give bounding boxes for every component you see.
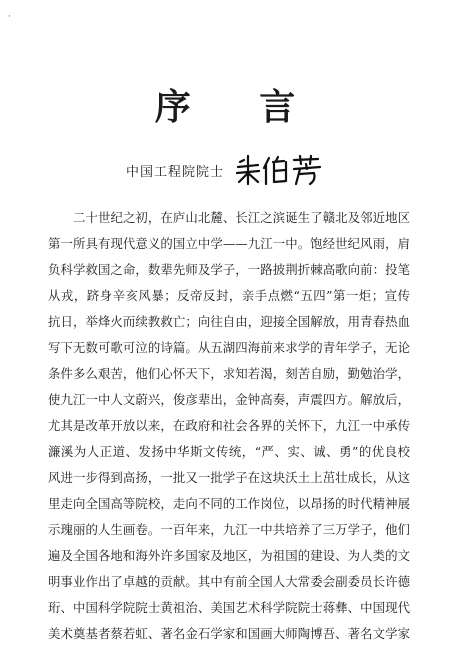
- text-line: 濂溪为人正道、发扬中华斯文传统，“严、实、诚、勇”的优良校: [48, 444, 410, 459]
- text-line: 使九江一中人文蔚兴，俊彦辈出，金钟高奏，声震四方。解放后，: [48, 392, 410, 407]
- text-line: 风进一步得到高扬，一批又一批学子在这块沃土上茁壮成长，从这: [48, 470, 410, 485]
- preface-body: [48, 205, 410, 647]
- text-line: 从戎，跻身辛亥风暴；反帝反封，亲手点燃“五四”第一炬；宣传: [48, 288, 410, 303]
- text-line: 负科学救国之命，数辈先师及学子，一路披荆折棘高歌向前：投笔: [48, 262, 410, 277]
- author-line: [0, 150, 450, 190]
- text-line: 遍及全国各地和海外许多国家及地区，为祖国的建设、为人类的文: [48, 548, 410, 563]
- scan-mark: ·: [8, 12, 11, 22]
- text-line: 里走向全国高等院校，走向不同的工作岗位，以昂扬的时代精神展: [48, 496, 410, 511]
- text-line: 珩、中国科学院院士黄祖治、美国艺术科学院院士蒋彝、中国现代: [48, 600, 410, 615]
- text-line: 第一所具有现代意义的国立中学——九江一中。饱经世纪风雨，肩: [48, 236, 410, 251]
- author-signature: [234, 152, 324, 188]
- text-line: 明事业作出了卓越的贡献。其中有前全国人大常委会副委员长许德: [48, 574, 410, 589]
- author-title: 中国工程院院士: [125, 164, 224, 180]
- text-line: 二十世纪之初，在庐山北麓、长江之滨诞生了赣北及邻近地区: [73, 210, 410, 225]
- text-line: 抗日，举烽火而续教救亡；向往自由，迎接全国解放，用青春热血: [48, 314, 410, 329]
- page-title: 序 言: [154, 86, 324, 128]
- text-line: 美术奠基者蔡若虹、著名金石学家和国画大师陶博吾、著名文学家: [48, 626, 410, 641]
- text-line: 示瑰丽的人生画卷。一百年来，九江一中共培养了三万学子，他们: [48, 522, 410, 537]
- text-line: 写下无数可歌可泣的诗篇。从五湖四海前来求学的青年学子，无论: [48, 340, 410, 355]
- text-line: 条件多么艰苦，他们心怀天下，求知若渴，刻苦自励，勤勉治学，: [48, 366, 410, 381]
- text-line: 尤其是改革开放以来，在政府和社会各界的关怀下，九江一中承传: [48, 418, 410, 433]
